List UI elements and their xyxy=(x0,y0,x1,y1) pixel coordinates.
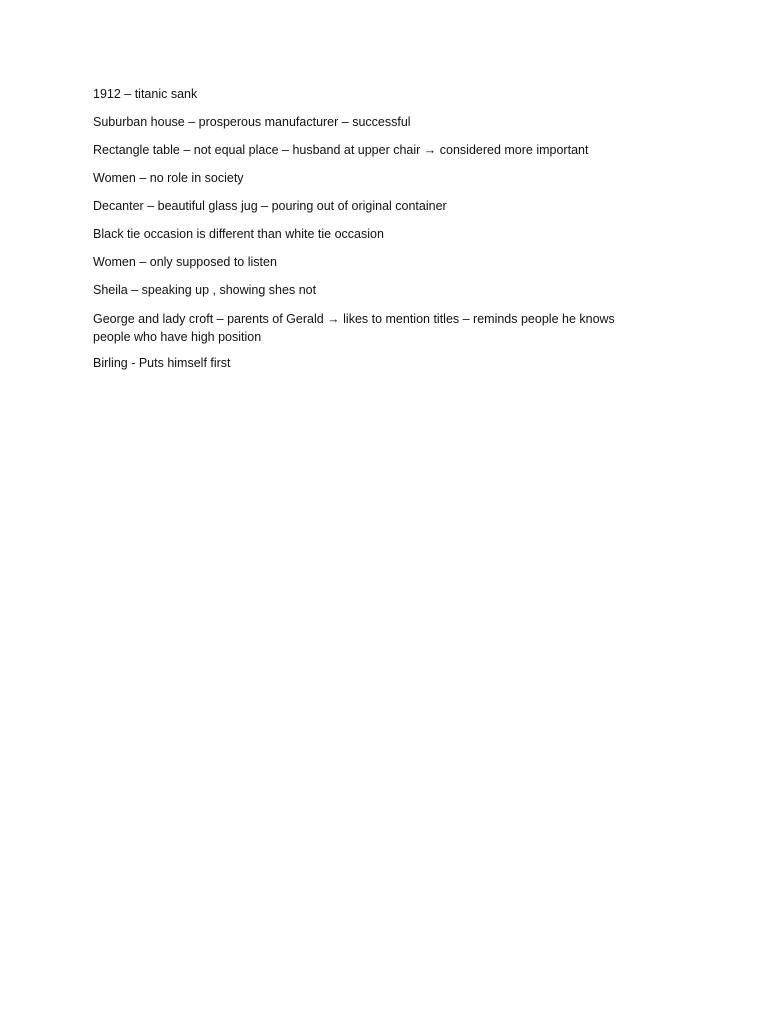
notes-list xyxy=(93,86,653,383)
note-line: Black tie occasion is different than white tie occasion xyxy=(93,227,384,241)
note-line: Women – no role in society xyxy=(93,171,244,185)
note-line: 1912 – titanic sank xyxy=(93,87,198,101)
note-line: Women – only supposed to listen xyxy=(93,255,277,269)
note-line: Rectangle table – not equal place – husband at upper chair → considered more important xyxy=(93,143,589,157)
note-line: Sheila – speaking up , showing shes not xyxy=(93,283,317,297)
note-line: Suburban house – prosperous manufacturer – successful xyxy=(93,115,411,129)
note-line: Birling - Puts himself first xyxy=(93,356,231,370)
note-line: Decanter – beautiful glass jug – pouring out of original container xyxy=(93,199,447,213)
note-line: George and lady croft – parents of Gerald → likes to mention titles – reminds people he knows people who have high position xyxy=(93,312,615,344)
